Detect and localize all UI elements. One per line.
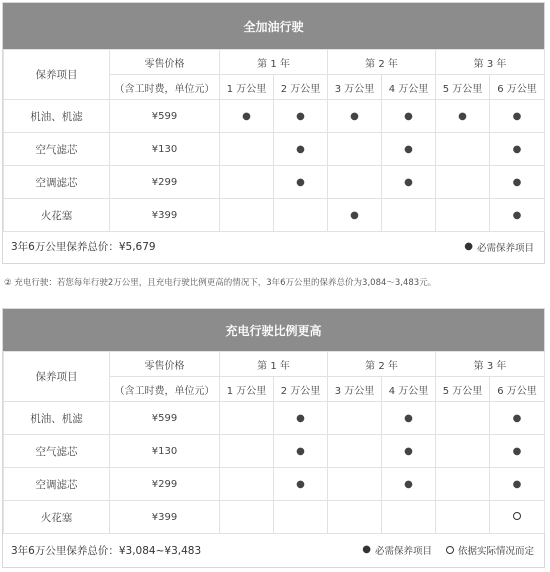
mileage-cell <box>490 133 545 166</box>
table-row <box>4 199 545 232</box>
bullet-icon: ● <box>512 176 522 188</box>
table-row <box>4 100 545 133</box>
mileage-cell <box>274 100 328 133</box>
total-row <box>3 534 544 566</box>
mileage-cell <box>382 468 436 501</box>
bullet-icon: ● <box>296 143 305 155</box>
col-header-year: 第 3 年 <box>436 352 545 377</box>
col-header-year: 第 2 年 <box>328 352 436 377</box>
mileage-cell <box>274 501 328 534</box>
bullet-icon: ● <box>296 445 305 457</box>
table-row <box>4 468 545 501</box>
row-item: 空气滤芯 <box>4 435 110 468</box>
circle-icon <box>513 512 521 520</box>
col-header-mileage: 2 万公里 <box>274 377 328 402</box>
col-header-year: 第 2 年 <box>328 50 436 75</box>
mileage-cell <box>382 435 436 468</box>
mileage-cell <box>490 435 545 468</box>
mileage-cell <box>220 199 274 232</box>
row-price: ¥299 <box>110 166 220 199</box>
legend <box>362 543 534 557</box>
maintenance-table-fuel <box>2 2 545 264</box>
mileage-cell <box>328 435 382 468</box>
mileage-cell <box>274 199 328 232</box>
row-item: 空气滤芯 <box>4 133 110 166</box>
row-item: 机油、机滤 <box>4 402 110 435</box>
mileage-cell <box>490 100 545 133</box>
bullet-icon: ● <box>512 478 522 490</box>
mileage-cell <box>328 133 382 166</box>
mileage-cell <box>490 468 545 501</box>
col-header-mileage: 1 万公里 <box>220 75 274 100</box>
bullet-icon: ● <box>296 110 305 122</box>
row-price: ¥130 <box>110 133 220 166</box>
mileage-cell <box>220 133 274 166</box>
col-header-price: 零售价格 <box>110 352 220 377</box>
mileage-cell <box>382 402 436 435</box>
col-header-mileage: 5 万公里 <box>436 377 490 402</box>
legend-required <box>464 240 534 254</box>
row-item: 机油、机滤 <box>4 100 110 133</box>
total-price: 3年6万公里保养总价：¥3,084~¥3,483 <box>11 544 202 557</box>
mileage-cell <box>220 402 274 435</box>
bullet-icon: ● <box>296 412 305 424</box>
mileage-cell <box>274 166 328 199</box>
col-header-item: 保养项目 <box>4 352 110 402</box>
col-header-item: 保养项目 <box>4 50 110 100</box>
maintenance-table-charging <box>2 308 545 568</box>
bullet-icon: ● <box>350 110 359 122</box>
mileage-cell <box>220 166 274 199</box>
col-header-year: 第 3 年 <box>436 50 545 75</box>
col-header-mileage: 3 万公里 <box>328 377 382 402</box>
col-header-mileage: 4 万公里 <box>382 75 436 100</box>
col-header-mileage: 6 万公里 <box>490 377 545 402</box>
mileage-cell <box>436 468 490 501</box>
mileage-cell <box>436 100 490 133</box>
mileage-cell <box>382 133 436 166</box>
table-row <box>4 435 545 468</box>
row-item: 火花塞 <box>4 199 110 232</box>
mileage-cell <box>220 435 274 468</box>
table-title: 全加油行驶 <box>243 19 304 34</box>
table-row <box>4 166 545 199</box>
footnote: ② 充电行驶：若您每年行驶2万公里，且充电行驶比例更高的情况下，3年6万公里的保养总价为3,084～3,483元。 <box>4 278 437 288</box>
mileage-cell <box>274 468 328 501</box>
bullet-icon: ● <box>404 445 413 457</box>
row-price: ¥299 <box>110 468 220 501</box>
mileage-cell <box>220 100 274 133</box>
legend-required-label: 必需保养项目 <box>476 242 534 254</box>
total-price: 3年6万公里保养总价：¥5,679 <box>11 241 156 253</box>
bullet-icon: ● <box>350 209 359 221</box>
mileage-cell <box>274 435 328 468</box>
col-header-mileage: 2 万公里 <box>274 75 328 100</box>
mileage-cell <box>436 501 490 534</box>
bullet-icon: ● <box>404 110 413 122</box>
mileage-cell <box>328 166 382 199</box>
bullet-icon: ● <box>458 110 467 122</box>
mileage-cell <box>382 501 436 534</box>
row-price: ¥599 <box>110 100 220 133</box>
mileage-cell <box>328 100 382 133</box>
table-row <box>4 133 545 166</box>
mileage-cell <box>382 166 436 199</box>
bullet-icon: ● <box>512 445 522 457</box>
table-title-bar <box>3 3 544 49</box>
mileage-cell <box>490 501 545 534</box>
bullet-icon: ● <box>512 209 522 221</box>
row-item: 空调滤芯 <box>4 166 110 199</box>
col-header-price: 零售价格 <box>110 50 220 75</box>
col-header-mileage: 1 万公里 <box>220 377 274 402</box>
mileage-cell <box>328 501 382 534</box>
col-header-year: 第 1 年 <box>220 352 328 377</box>
legend-required <box>362 543 432 557</box>
row-price: ¥399 <box>110 199 220 232</box>
mileage-cell <box>436 166 490 199</box>
col-header-mileage: 3 万公里 <box>328 75 382 100</box>
mileage-cell <box>490 402 545 435</box>
mileage-cell <box>220 468 274 501</box>
mileage-cell <box>436 435 490 468</box>
bullet-icon: ● <box>404 176 413 188</box>
mileage-cell <box>436 199 490 232</box>
mileage-cell <box>490 199 545 232</box>
col-header-year: 第 1 年 <box>220 50 328 75</box>
bullet-icon: ● <box>404 412 413 424</box>
bullet-icon: ● <box>512 412 522 424</box>
table-row <box>4 402 545 435</box>
mileage-cell <box>274 133 328 166</box>
bullet-icon: ● <box>464 240 473 252</box>
row-price: ¥599 <box>110 402 220 435</box>
total-row <box>3 232 544 261</box>
bullet-icon: ● <box>362 544 371 555</box>
row-price: ¥399 <box>110 501 220 534</box>
mileage-cell <box>382 100 436 133</box>
mileage-cell <box>328 199 382 232</box>
bullet-icon: ● <box>296 176 305 188</box>
mileage-cell <box>382 199 436 232</box>
bullet-icon: ● <box>512 143 522 155</box>
row-item: 空调滤芯 <box>4 468 110 501</box>
row-item: 火花塞 <box>4 501 110 534</box>
maintenance-grid <box>3 351 545 534</box>
row-price: ¥130 <box>110 435 220 468</box>
bullet-icon: ● <box>296 478 305 490</box>
bullet-icon: ● <box>404 143 413 155</box>
bullet-icon: ● <box>512 110 522 122</box>
mileage-cell <box>328 402 382 435</box>
mileage-cell <box>490 166 545 199</box>
col-header-mileage: 4 万公里 <box>382 377 436 402</box>
mileage-cell <box>220 501 274 534</box>
bullet-icon: ● <box>404 478 413 490</box>
mileage-cell <box>274 402 328 435</box>
table-title: 充电行驶比例更高 <box>225 323 322 338</box>
mileage-cell <box>436 133 490 166</box>
col-header-mileage: 6 万公里 <box>490 75 545 100</box>
maintenance-grid <box>3 49 545 232</box>
legend <box>464 240 534 254</box>
table-row <box>4 501 545 534</box>
bullet-icon: ● <box>242 110 251 122</box>
col-header-mileage: 5 万公里 <box>436 75 490 100</box>
legend-required-label: 必需保养项目 <box>374 546 432 557</box>
table-title-bar <box>3 309 544 351</box>
circle-icon <box>446 546 454 554</box>
col-header-price-note: （含工时费，单位元） <box>110 377 220 402</box>
legend-actual <box>446 543 534 557</box>
legend-actual-label: 依据实际情况而定 <box>457 546 534 557</box>
col-header-price-note: （含工时费，单位元） <box>110 75 220 100</box>
mileage-cell <box>436 402 490 435</box>
mileage-cell <box>328 468 382 501</box>
